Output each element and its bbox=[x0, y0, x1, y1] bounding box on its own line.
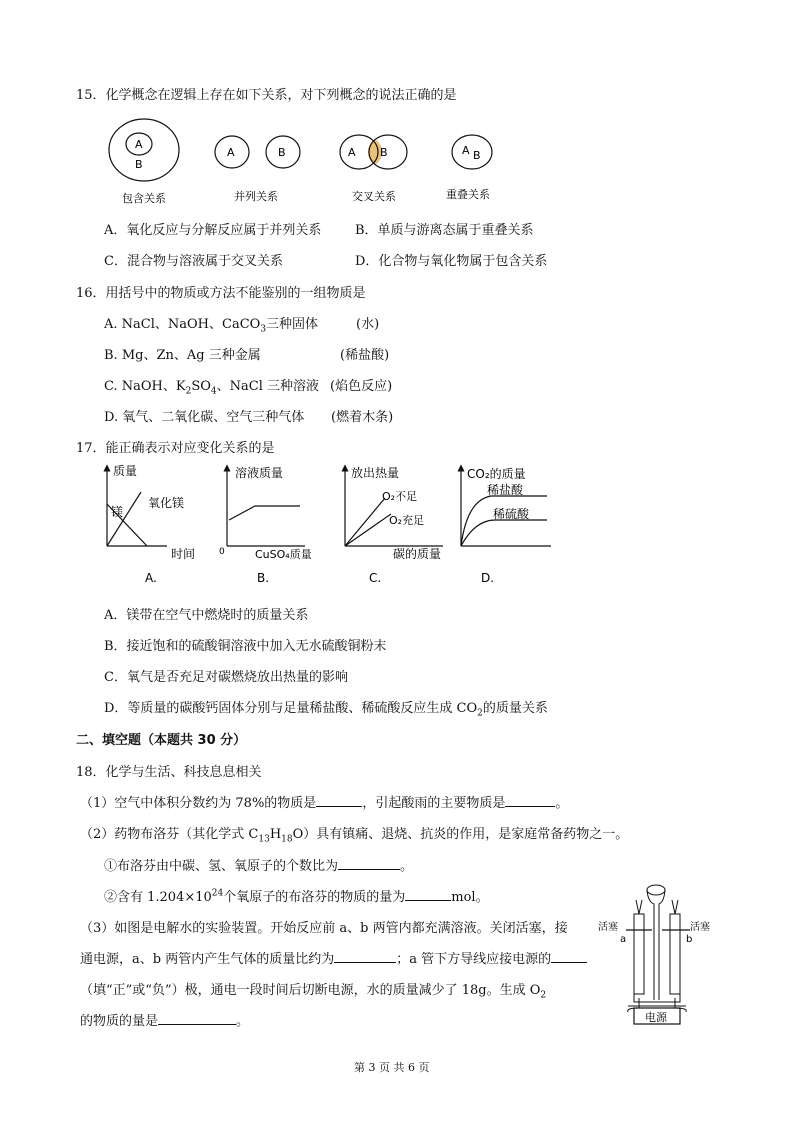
svg-text:B: B bbox=[380, 146, 388, 159]
svg-text:O₂不足: O₂不足 bbox=[382, 490, 418, 503]
svg-text:O₂充足: O₂充足 bbox=[389, 514, 425, 527]
electrolysis-apparatus bbox=[598, 880, 728, 1030]
svg-text:B.: B. bbox=[257, 571, 270, 585]
q17-option-d: D．等质量的碳酸钙固体分别与足量稀盐酸、稀硫酸反应生成 $CO_2$的质量关系 bbox=[104, 701, 548, 719]
q18-part3-line2: 通电源，a、b 两管内产生气体的质量比约为 ；a 管下方导线应接电源的 bbox=[80, 948, 587, 967]
parallel-diagram bbox=[215, 136, 300, 168]
svg-text:D.: D. bbox=[481, 571, 495, 585]
caption-overlap: 重叠关系 bbox=[446, 188, 490, 201]
q16-option-c: C. NaOH、$K_2SO_4$、NaCl 三种溶液 bbox=[104, 379, 320, 397]
q18-part3-line4: 的物质的量是 。 bbox=[80, 1014, 250, 1029]
q17-graphs bbox=[95, 462, 565, 590]
q15-option-c: C．混合物与溶液属于交叉关系 bbox=[104, 254, 283, 269]
graph-c bbox=[345, 465, 443, 585]
diagram-a-label: A bbox=[135, 138, 143, 151]
q16-option-b: B. Mg、Zn、Ag 三种金属 bbox=[104, 348, 261, 363]
svg-text:溶液质量: 溶液质量 bbox=[235, 466, 284, 480]
inclusion-diagram bbox=[109, 119, 179, 181]
q18-part1: （1）空气中体积分数约为 78%的物质是 ，引起酸雨的主要物质是 。 bbox=[80, 796, 569, 811]
svg-text:A.: A. bbox=[145, 571, 157, 585]
q16-option-a-method: (水) bbox=[356, 317, 380, 332]
svg-text:B: B bbox=[278, 146, 286, 159]
q15-stem: 15．化学概念在逻辑上存在如下关系，对下列概念的说法正确的是 bbox=[76, 88, 457, 103]
graph-d-hcl-curve bbox=[461, 496, 547, 546]
svg-text:A: A bbox=[462, 144, 470, 157]
caption-parallel: 并列关系 bbox=[234, 190, 278, 203]
svg-text:镁: 镁 bbox=[111, 505, 124, 519]
q18-part3-line1: （3）如图是电解水的实验装置。开始反应前 a、b 两管内都充满溶液。关闭活塞，接 bbox=[80, 921, 568, 936]
svg-text:质量: 质量 bbox=[113, 464, 138, 478]
caption-intersection: 交叉关系 bbox=[352, 190, 396, 203]
page-footer: 第 3 页 共 6 页 bbox=[354, 1061, 430, 1074]
q15-option-d: D．化合物与氧化物属于包含关系 bbox=[355, 254, 548, 269]
graph-b-curve bbox=[229, 506, 300, 520]
power-label: 电源 bbox=[645, 1011, 667, 1024]
svg-text:碳的质量: 碳的质量 bbox=[393, 547, 442, 561]
q16-option-c-method: (焰色反应) bbox=[330, 379, 393, 394]
svg-text:稀盐酸: 稀盐酸 bbox=[487, 483, 524, 497]
q15-relation-diagrams bbox=[100, 118, 520, 210]
q17-option-c: C．氧气是否充足对碳燃烧放出热量的影响 bbox=[104, 670, 348, 685]
graph-a bbox=[107, 463, 195, 585]
q18-part2-ii: ②含有 $1.204\times 10^{24}$个氧原子的布洛芬的物质的量为 mol。 bbox=[104, 888, 489, 905]
answer-blank[interactable] bbox=[158, 1012, 236, 1025]
q17-option-a: A．镁带在空气中燃烧时的质量关系 bbox=[104, 608, 309, 623]
left-valve-label: 活塞 bbox=[598, 922, 618, 933]
right-valve-label: 活塞 bbox=[690, 922, 710, 933]
q17-option-b: B．接近饱和的硫酸铜溶液中加入无水硫酸铜粉末 bbox=[104, 639, 387, 654]
q15-option-b: B．单质与游离态属于重叠关系 bbox=[355, 223, 534, 238]
q18-stem: 18．化学与生活、科技息息相关 bbox=[76, 765, 262, 780]
answer-blank[interactable] bbox=[505, 794, 555, 807]
svg-text:A: A bbox=[348, 146, 356, 159]
section-heading: 二、填空题（本题共 30 分） bbox=[76, 733, 247, 748]
answer-blank[interactable] bbox=[551, 950, 587, 963]
diagram-b-label: B bbox=[135, 158, 143, 171]
svg-text:时间: 时间 bbox=[171, 547, 196, 561]
tube-b-label: b bbox=[686, 934, 693, 945]
svg-text:放出热量: 放出热量 bbox=[351, 466, 400, 480]
graph-d-h2so4-curve bbox=[461, 520, 547, 546]
graph-b bbox=[219, 465, 312, 585]
tube-a-label: a bbox=[620, 934, 627, 945]
q16-option-d: D. 氧气、二氧化碳、空气三种气体 bbox=[104, 410, 305, 425]
svg-text:CuSO₄质量: CuSO₄质量 bbox=[255, 548, 312, 561]
svg-text:C.: C. bbox=[369, 571, 382, 585]
q18-part3-line3: （填“正”或“负”）极，通电一段时间后切断电源，水的质量减少了 18g。生成 $O_2$ bbox=[80, 983, 547, 1001]
caption-inclusion: 包含关系 bbox=[122, 192, 166, 205]
q16-stem: 16．用括号中的物质或方法不能鉴别的一组物质是 bbox=[76, 286, 366, 301]
svg-text:0: 0 bbox=[219, 547, 225, 557]
answer-blank[interactable] bbox=[338, 857, 400, 870]
svg-text:氧化镁: 氧化镁 bbox=[148, 496, 185, 510]
graph-d bbox=[461, 466, 551, 585]
intersection-diagram bbox=[340, 135, 407, 169]
q16-option-b-method: (稀盐酸) bbox=[340, 348, 390, 363]
q15-option-a: A．氧化反应与分解反应属于并列关系 bbox=[104, 223, 322, 238]
q18-part2: （2）药物布洛芬（其化学式 $C_{13}H_{18}O$）具有镇痛、退烧、抗炎的作用，是家庭常备药物之一。 bbox=[80, 827, 629, 845]
q18-part2-i: ①布洛芬由中碳、氢、氧原子的个数比为 。 bbox=[104, 859, 414, 874]
answer-blank[interactable] bbox=[334, 950, 396, 963]
svg-text:CO₂的质量: CO₂的质量 bbox=[467, 467, 526, 481]
answer-blank[interactable] bbox=[316, 794, 362, 807]
svg-text:稀硫酸: 稀硫酸 bbox=[493, 507, 530, 521]
q16-option-a: A. NaCl、NaOH、CaCO$_3$三种固体 bbox=[104, 317, 319, 335]
svg-text:B: B bbox=[473, 149, 481, 162]
q17-stem: 17．能正确表示对应变化关系的是 bbox=[76, 441, 275, 456]
svg-text:A: A bbox=[227, 146, 235, 159]
overlap-diagram bbox=[452, 135, 492, 169]
graph-a-mgo-line bbox=[107, 492, 141, 546]
q16-option-d-method: (燃着木条) bbox=[331, 410, 394, 425]
answer-blank[interactable] bbox=[405, 888, 451, 901]
